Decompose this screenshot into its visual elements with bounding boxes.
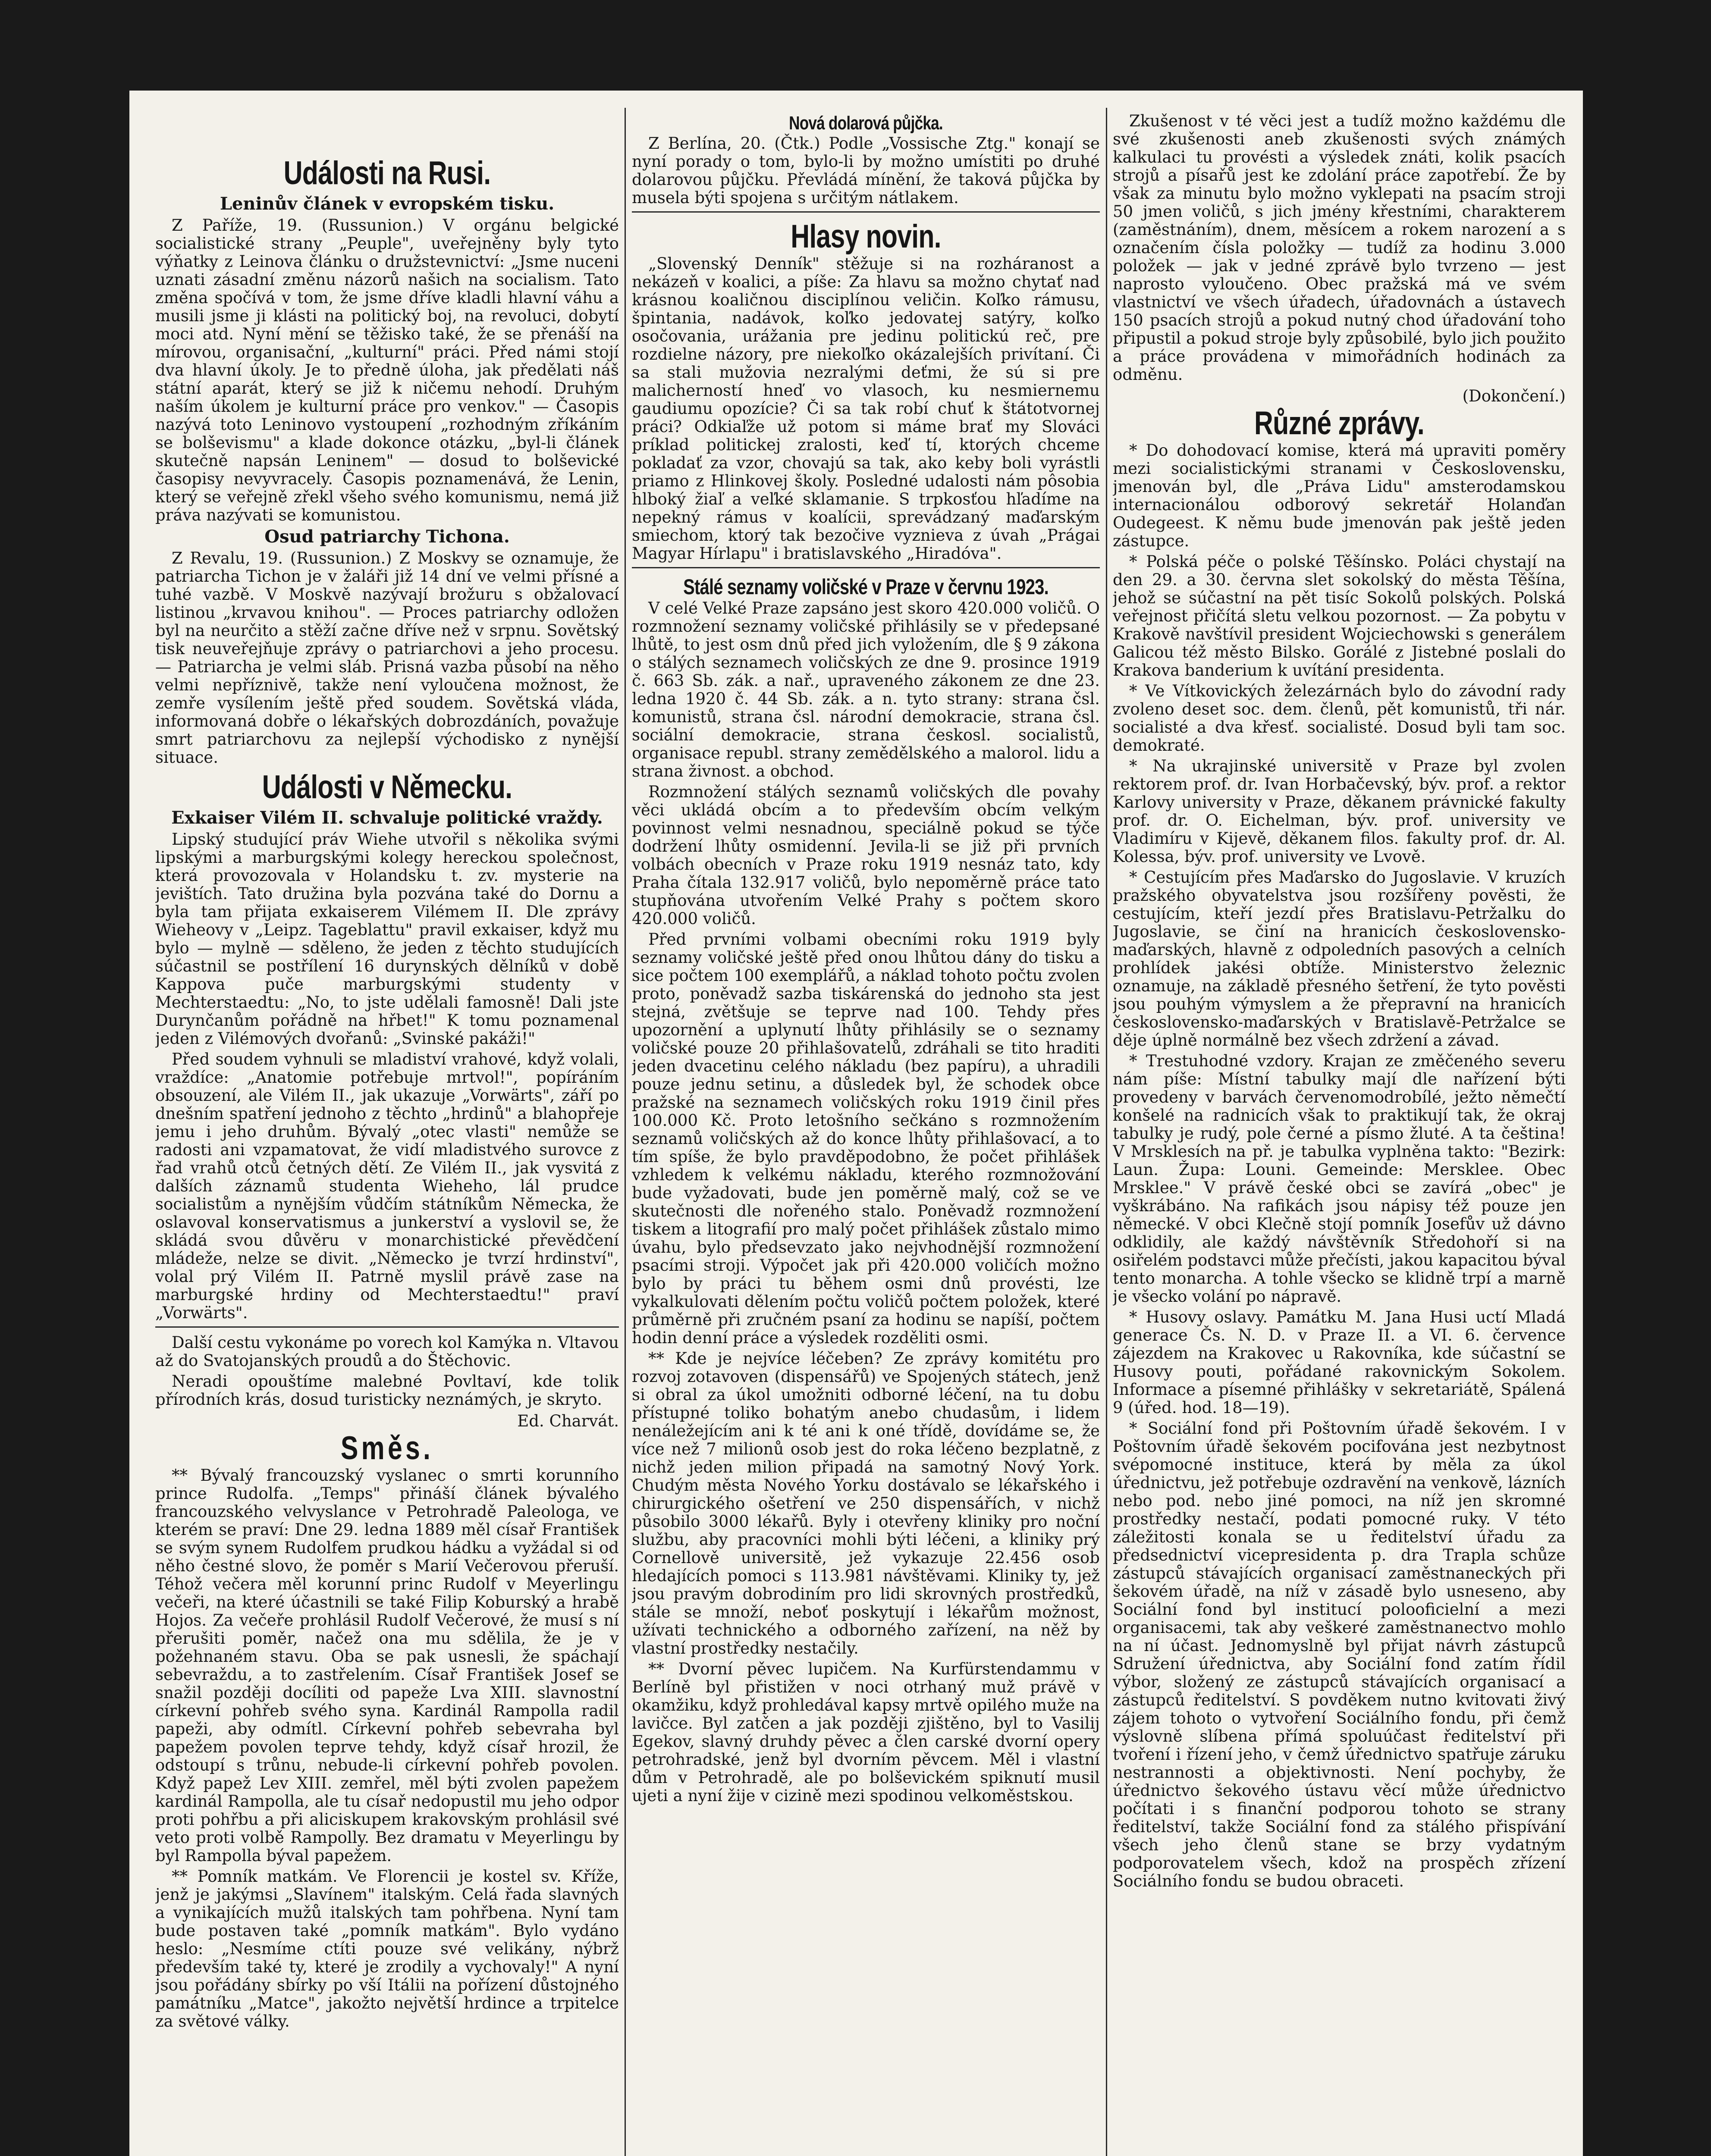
column-right [1113,91,1566,2156]
article-paragraph: Z Berlína, 20. (Čtk.) Podle „Vossische Ztg." konají se nyní porady o tom, bylo-li by možno umístiti po druhé dolarovou půjčku. Převládá mínění, že taková půjčka by musela býti spojena s určitým nátlakem. [632,134,1100,207]
article-paragraph: V celé Velké Praze zapsáno jest skoro 420.000 voličů. O rozmnožení seznamy voličské přihlásily se v předepsané lhůtě, to jest osm dnů před jich vyložením, dle § 9 zákona o stálých seznamech voličských ze dne 9. prosince 1919 č. 663 Sb. zák. a nař., upraveného zákonem ze dne 23. ledna 1920 č. 44 Sb. zák. a n. tyto strany: strana čsl. komunistů, strana čsl. národní demokracie, strana čsl. sociální demokracie, strana českosl. socialistů, organisace republ. strany zemědělského a malorol. lidu a strana živnost. a obchod. [632,599,1100,780]
section-divider [632,211,1100,213]
article-paragraph: Zkušenost v té věci jest a tudíž možno každému dle své zkušenosti aneb zkušenosti svých známých kalkulaci tu provésti a výsledek znáti, kolik psacích strojů a písařů jest ke zdolání práce zapotřebí. Že by však za minutu bylo možno vyklepati na psacím stroji 50 jmen voličů, s jich jmény křestními, charakterem (zaměstnáním), dnem, měsícem a rokem narození a s označením čísla položky — tudíž za hodinu 3.000 položek — jak v jedné zprávě bylo tvrzeno — jest naprosto vyloučeno. Obec pražská má ve svém vlastnictví ve všech úřadech, úřadovnách a ústavech 150 psacích strojů a pokud nutný chod úřadování toho připustil a pokud stroje byly způsobilé, bylo jich použito a práce provádena v mimořádních hodinách za odměnu. [1113,112,1566,384]
subheadline-tichon: Osud patriarchy Tichona. [264,526,510,547]
article-paragraph: ** Pomník matkám. Ve Florencii je kostel sv. Kříže, jenž je jakýmsi „Slavínem" italským. Celá řada slavných a vynikajících mužů italských tam pohřbena. Nyní tam bude postaven také „pomník matkám". Bylo vydáno heslo: „Nesmíme ctíti pouze své velikány, nýbrž především také ty, které je zrodily a vychovaly!" A nyní jsou pořádány sbírky po vší Itálii na pořízení důstojného památníku „Matce", jakožto největší hrdince a trpitelce za světové války. [155,1867,619,2031]
article-paragraph: Další cestu vykonáme po vorech kol Kamýka n. Vltavou až do Svatojanských proudů a do Štěchovic. [155,1333,619,1370]
news-item: * Sociální fond při Poštovním úřadě šekovém. I v Poštovním úřadě šekovém pocifována jest nezbytnost svépomocné instituce, která by měla za úkol úřednictvu, jež potřebuje ozdravění na venkově, lázních nebo pod. nebo jiné pomoci, na níž jen skromné prostředky nestačí, podati pomocné ruky. V této záležitosti konala se u ředitelství úřadu za předsednictví vicepresidenta p. dra Trapla schůze zástupců stávajících organisací zaměstnaneckých při šekovém úřadě, na níž v zásadě bylo usneseno, aby Sociální fond byl institucí polooficielní a mezi organisacemi, tak aby veškeré zaměstnanectvo mohlo na ní účast. Jednomyslně byl přijat návrh zástupců Sdružení úřednictva, aby Sociální fond zatím řídil výbor, složený ze zástupců stávajících organisací a zástupců ředitelství. S povděkem nutno kvitovati živý zájem tohoto o vytvoření Sociálního fondu, při čemž výslovně slíbena přímá spoluúčast ředitelství při tvoření i řízení jeho, v čemž úřednictvo spatřuje záruku nestrannosti a objektivnosti. Není pochyby, že úřednictvo šekového ústavu věcí může úřednictvo počítati i s finanční podporou tohoto se strany ředitelství, takže Sociální fond za stálého přispívání všech jeho členů stane se brzy vydatným podporovatelem všech, kdož na prospěch zřízení Sociálního fondu se budou obraceti. [1113,1419,1566,1890]
article-paragraph: Lipský studující práv Wiehe utvořil s několika svými lipskými a marburgskými kolegy hereckou společnost, která provozovala v Holandsku t. zv. mysterie na jevištích. Tato družina byla pozvána také do Dornu a byla tam přijata exkaiserem Vilémem II. Dle zprávy Wieheovy v „Leipz. Tageblattu" pravil exkaiser, když mu bylo — mylně — sděleno, že jeden z těchto studujících súčastnil se postřílení 16 durynských dělníků v době Kappova puče marburgskými studenty v Mechterstaedtu: „No, to jste udělali famosně! Dali jste Durynčanům pořádně na hřbet!" K tomu poznamenal jeden z Vilémových dvořanů: „Svinské pakáži!" [155,830,619,1048]
newspaper-page [129,91,1583,2156]
author-signature: Ed. Charvát. [517,1412,619,1430]
headline-hlasy: Hlasy novin. [791,218,941,255]
news-item: * Ve Vítkovických železárnách bylo do závodní rady zvoleno deset soc. dem. členů, pět komunistů, tři nár. socialisté a dva křesť. socialisté. Dosud byli tam soc. demokraté. [1113,682,1566,755]
column-rule [625,108,626,2156]
news-item: * Trestuhodné vzdory. Krajan ze změčeného severu nám píše: Místní tabulky mají dle nařízení býti provedeny v barvách červenomodrobílé, ježto němečtí konšelé na radnicích však to praktikují tak, že okraj tabulky je rudý, pole černé a písmo žluté. A ta čeština! V Mrsklesích na př. je tabulka vyplněna takto: "Bezirk: Laun. Župa: Louni. Gemeinde: Mersklee. Obec Mrsklee." V právě české obci se zavírá „obec" je vyškrábáno. Na rafikách jsou nápisy též pouze jen německé. V obci Klečně stojí pomník Josefův už dávno odklidily, ale každý návštěvník Středohoří si na osiřelém podstavci může přečísti, jakou kapacitou býval tento monarcha. A tohle všecko se klidně trpí a marně je všecko volání po nápravě. [1113,1052,1566,1306]
article-paragraph: Před prvními volbami obecními roku 1919 byly seznamy voličské ještě před onou lhůtou dány do tisku a sice počtem 100 exemplářů, a náklad tohoto počtu zvolen proto, poněvadž sazba tiskárenská do jednoho sta jest stejná, zvětšuje se teprve nad 100. Tehdy přes upozornění a uplynutí lhůty přihlásily se o seznamy voličské pouze 20 přihlašovatelů, zdráhali se tito hraditi jeden dvacetinu celého nákladu (bez papíru), a uhradili pouze jednu setinu, a důsledek byl, že schodek obce pražské na seznamech voličských roku 1919 činil přes 100.000 Kč. Proto letošního sečkáno s rozmnožením seznamů voličských až do konce lhůty přihlašovací, a to tím spíše, že bylo pravděpodobno, že počet přihlášek vzhledem k velkému nákladu, kterého rozmnožování bude vyžadovati, bude jen poměrně malý, což se ve skutečnosti dle nořeného stalo. Poněvadž rozmnožení tiskem a litografií pro malý počet přihlášek zůstalo mimo úvahu, bylo předsevzato jako nejvhodnější rozmnožení psacími stroji. Výpočet jak při 420.000 voličích možno bylo by práci tu během osmi dnů provésti, lze vykalkulovati dělením počtu voličů počtem položek, které průměrně při zručném psaní za hodinu se napíší, počtem hodin denní práce a výsledek rozděliti osmi. [632,930,1100,1347]
headline-smes: Směs. [340,1430,434,1467]
article-paragraph: ** Kde je nejvíce léčeben? Ze zprávy komitétu pro rozvoj zotavoven (dispensářů) ve Spojených státech, jenž si obral za úkol umožniti odborné léčení, na tu dobu přístupné toliko bohatým anebo chudasům, i lidem nenáležejícím ani k té ani k oné třídě, dovídáme se, že více než 7 milionů osob jest do roka léčeno bezplatně, z nichž jeden milion připadá na samotný Nový York. Chudým města Nového Yorku dostávalo se lékařského i chirurgického ošetření ve 250 dispensářích, v nichž působilo 3000 lékařů. Byly i otevřeny kliniky pro noční službu, aby pracovníci mohli býti léčeni, a kliniky prý Cornellově universitě, jež vykazuje 22.456 osob hledajících pomoci s 113.981 návštěvami. Kliniky ty, jež jsou pravým dobrodiním pro lidi skrovných prostředků, stále se množí, neboť poskytují i lékařům možnost, užívati technického a odborného zařízení, na něž by vlastní prostředky nestačily. [632,1349,1100,1658]
column-middle [632,91,1100,2156]
news-item: * Husovy oslavy. Památku M. Jana Husi uctí Mladá generace Čs. N. D. v Praze II. a VI. 6. července zájezdem na Krakovec u Rakovníka, kde súčastní se Husovy pouti, pořádané rakovnickým Sokolem. Informace a písemné přihlášky v sekretariátě, Spálená 9 (úřed. hod. 18—19). [1113,1308,1566,1417]
news-item: * Cestujícím přes Maďarsko do Jugoslavie. V kruzích pražského obyvatelstva jsou rozšířeny pověsti, že cestujícím, kteří jezdí přes Bratislavu-Petržalku do Jugoslavie, se činí na hranicích československo-maďarských, hlavně z odpoledních pasových a celních prohlídek jakési obtíže. Ministerstvo železnic oznamuje, na základě přesného šetření, že tyto pověsti jsou pouhým výmyslem a že přepravní na hranicích československo-maďarských v Bratislavě-Petržalce se děje úplně normálně bez všech zdržení a závad. [1113,868,1566,1050]
article-paragraph: Z Paříže, 19. (Russunion.) V orgánu belgické socialistické strany „Peuple", uveřejněny byly tyto výňatky z Leinova článku o družstevnictví: „Jsme nuceni uznati zásadní změnu názorů našich na socialism. Tato změna spočívá v tom, že jsme dříve kladli hlavní váhu a musili jsme ji klásti na politický boj, na revoluci, dobytí moci atd. Nyní mění se těžisko také, že se přenáší na mírovou, organisační, „kulturní" práci. Před námi stojí dva hlavní úkoly. Je to předně úloha, jak předělati náš státní aparát, který se již k ničemu nehodí. Druhým naším úkolem je kulturní práce pro venkov." — Časopis nazývá toto Leninovo vystoupení „rozhodným zříkáním se bolševismu" a klade dokonce otázku, „byl-li článek skutečně napsán Leninem" — dosud to bolševické časopisy nevyvracely. Časopis poznamenává, že Lenin, který se veřejně zřekl všeho svého komunismu, nemá již práva nazývati se komunistou. [155,216,619,524]
headline-dolarova: Nová dolarová půjčka. [789,113,943,134]
headline-nemecku: Události v Německu. [262,769,512,805]
continued-note: (Dokončení.) [1462,387,1566,405]
column-left [155,91,619,2156]
subheadline-vilem: Exkaiser Vilém II. schvaluje politické vraždy. [171,808,603,828]
section-divider [632,567,1100,568]
article-paragraph: Neradi opouštíme malebné Povltaví, kde tolik přírodních krás, dosud turisticky neznámých, je skryto. [155,1372,619,1409]
news-item: * Do dohodovací komise, která má upraviti poměry mezi socialistickými stranami v Československu, jmenován byl, dle „Práva Lidu" amsterodamskou internacionálou odborový sekretář Holanďan Oudegeest. K němu bude jmenován pak ještě jeden zástupce. [1113,441,1566,550]
headline-rusi: Události na Rusi. [283,155,491,191]
article-paragraph: ** Dvorní pěvec lupičem. Na Kurfürstendammu v Berlíně byl přistižen v noci otrhaný muž právě v okamžiku, když prohledával kapsy mrtvě opilého muže na lavičce. Byl zatčen a jak později zjištěno, byl to Vasilij Egekov, slavný druhdy pěvec a člen carské dvorní opery petrohradské, jenž byl dvorním pěvcem. Měl i vlastní dům v Petrohradě, ale po bolševickém spiknutí musil ujeti a nyní žije v cizině mezi spodinou velkoměstskou. [632,1660,1100,1805]
article-paragraph: Z Revalu, 19. (Russunion.) Z Moskvy se oznamuje, že patriarcha Tichon je v žaláři již 14 dní ve velmi přísné a tuhé vazbě. V Moskvě nazývají brožuru s obžalovací listinou „krvavou knihou". — Proces patriarchy odložen byl na neurčito a stěží začne dříve než v srpnu. Sovětský tisk neuveřejňuje zprávy o patriarchovi a jeho procesu. — Patriarcha je velmi sláb. Prisná vazba působí na něho velmi nepříznivě, takže není vyloučena možnost, že zemře vysílením ještě před soudem. Sovětská vláda, informovaná dobře o lékařských dobrozdáních, považuje smrt patriarchovu za nejlepší východisko z nynější situace. [155,549,619,767]
headline-seznamy: Stálé seznamy voličské v Praze v červnu 1923. [683,575,1049,599]
news-item: * Polská péče o polské Těšínsko. Poláci chystají na den 29. a 30. června slet sokolský do města Těšína, jehož se súčastní na pět tisíc Sokolů polských. Polská veřejnost přičítá sletu velkou pozornost. — Za pobytu v Krakově navštívil president Wojciechowski s generálem Galicou též město Bilsko. Gorálé z Jistebné poslali do Krakova banderium k uvítání presidenta. [1113,552,1566,680]
article-paragraph: Rozmnožení stálých seznamů voličských dle povahy věci ukládá obcím a to především obcím velkým povinnost velmi nesnadnou, speciálně pokud se týče dodržení lhůty osmidenní. Jevila-li se již při prvních volbách obecních v Praze roku 1919 nesnáz tato, kdy Praha čítala 132.917 voličů, bylo nepoměrně práce tato stupňována utvořením Velké Prahy s počtem skoro 420.000 voličů. [632,783,1100,928]
headline-ruzne: Různé zprávy. [1254,405,1424,442]
article-paragraph: „Slovenský Denník" stěžuje si na rozháranost a nekázeň v koalici, a píše: Za hlavu sa možno chytať nad krásnou koaličnou disciplínou veličin. Koľko rámusu, špintania, nadávok, koľko jedovatej satýry, koľko osočovania, urážania pre jedinu politickú reč, pre rozdielne názory, pre niekoľko okázalejších privítaní. Či sa stali mužovia nezralými deťmi, že sú si pre malicherností hneď vo vlasoch, ku nesmiernemu gaudiumu opozície? Či sa tak robí chuť k štátotvornej práci? Odkiaľže už potom si máme brať my Slováci príklad politickej zralosti, keď tí, ktorých chceme pokladať za vzor, chovajú sa tak, ako keby boli vyrástli priamo z Hlinkovej školy. Posledné udalosti nám pôsobia hlboký žiaľ a veľké sklamanie. S trpkosťou hľadíme na nepekný rámus v koalícii, sprevádzaný maďarským smiechom, ktorý tak bezočive vyznieva z úvah „Prágai Magyar Hírlapu" i bratislavského „Hiradóva". [632,254,1100,563]
subheadline-lenin: Leninův článek v evropském tisku. [220,194,555,214]
article-paragraph: ** Bývalý francouzský vyslanec o smrti korunního prince Rudolfa. „Temps" přináší článek bývalého francouzského velvyslance v Petrohradě Paleologa, ve kterém se praví: Dne 29. ledna 1889 měl císař František se svým synem Rudolfem prudkou hádku a vyžádal si od něho čestné slovo, že poměr s Marií Večerovou přeruší. Téhož večera měl korunní princ Rudolf v Meyerlingu večeři, na které účastnili se také Filip Koburský a hrabě Hojos. Za večeře prohlásil Rudolf Večerové, že musí s ní přerušiti poměr, načež ona mu sdělila, že je v požehnaném stavu. Oba se pak usnesli, že spáchají sebevraždu, a to zastřelením. Císař František Josef se snažil později docíliti od papeže Lva XIII. slavnostní církevní pohřeb svého syna. Kardinál Rampolla radil papeži, aby odmítl. Církevní pohřeb sebevraha byl papežem povolen teprve tehdy, když císař hrozil, že odstoupí s trůnu, nebude-li církevní pohřeb povolen. Když papež Lev XIII. zemřel, měl býti zvolen papežem kardinál Rampolla, ale tu císař nedopustil mu jeho odpor proti pohřbu a při aliciskupem krakovským prohlásil své veto proti volbě Rampolly. Bez dramatu v Meyerlingu by byl Rampolla býval papežem. [155,1466,619,1865]
column-rule [1106,108,1107,2156]
article-paragraph: Před soudem vyhnuli se mladiství vrahové, když volali, vraždíce: „Anatomie potřebuje mrtvol!", popíráním obsouzení, ale Vilém II., jak ukazuje „Vorwärts", září po dnešním spatření jednoho z těchto „hrdinů" a blahopřeje jemu i jeho druhům. Bývalý „otec vlasti" nemůže se radosti ani vzpamatovat, že vidí mladistvého surovce z řad vrahů otců četných dětí. Ze Vilém II., jak vysvitá z dalších záznamů studenta Wieheho, lál prudce socialistům a nynějším vůdčím státníkům Německa, že oslavoval konservatismus a junkerství a vyslovil se, že skládá svou důvěru v monarchistické převědčení mládeže, nelze se divit. „Německo je tvrzí hrdinství", volal prý Vilém II. Patrně myslil právě zase na marburgské hrdiny od Mechterstaedtu!" praví „Vorwärts". [155,1050,619,1322]
section-divider [155,1326,619,1328]
news-item: * Na ukrajinské universitě v Praze byl zvolen rektorem prof. dr. Ivan Horbačevský, býv. prof. a rektor Karlovy university v Praze, děkanem právnické fakulty prof. dr. O. Eichelman, býv. prof. university ve Vladimíru v Kijevě, děkanem filos. fakulty prof. dr. Al. Kolessa, býv. prof. university ve Lvově. [1113,757,1566,866]
